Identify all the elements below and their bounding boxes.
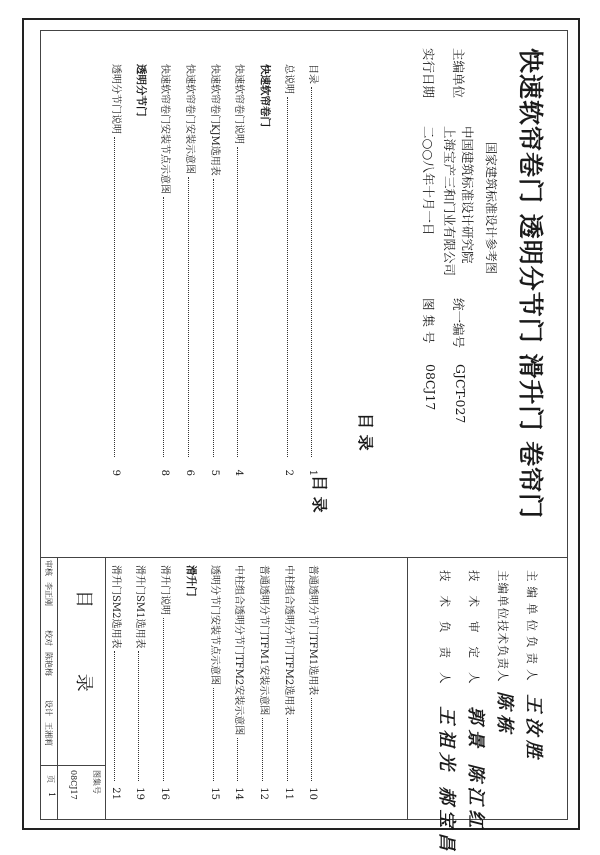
editor-value-1: 中国建筑标准设计研究院 (460, 126, 475, 264)
title-block-title: 目 录 (73, 590, 94, 722)
signature: 王汝胜 (523, 694, 544, 764)
review-label: 审核 (44, 560, 53, 576)
toc-item[interactable]: 目录 1 (307, 64, 319, 476)
toc-item[interactable]: 普通透明分节门TFM1选用表 10 (307, 565, 319, 800)
title-block-mid-line (57, 557, 58, 820)
toc-item[interactable]: 滑升门SM1选用表 19 (134, 565, 146, 800)
toc-item[interactable]: 快速软帘卷门KJM选用表 5 (208, 64, 220, 476)
responsibility-row: 技术审定人 郭景 陈江红 (465, 570, 486, 833)
review-name: 李正刚 (44, 582, 53, 606)
toc-item[interactable]: 快速软帘卷门安装示意图 6 (183, 64, 195, 476)
toc-left-list (110, 64, 332, 476)
title-block-divider (40, 765, 106, 766)
signature: 郭景 陈江红 (465, 706, 486, 833)
toc-item[interactable]: 透明分节门说明 9 (109, 64, 121, 476)
page-number: 1 (47, 792, 56, 798)
date-label: 实行日期 (421, 48, 436, 99)
toc-section: 透明分节门 (135, 64, 148, 117)
unified-no-value: GJCT-027 (453, 364, 468, 424)
check-name: 陈艳梅 (44, 652, 53, 676)
toc-heading-left: 目 录 (356, 413, 375, 451)
toc-item[interactable]: 中柱组合透明分节门TFM2选用表 11 (282, 565, 294, 800)
toc-item[interactable]: 快速软帘卷门安装节点示意图 8 (159, 64, 171, 476)
signature: 陈栋 (494, 691, 515, 738)
atlas-value: 08CJ17 (69, 770, 78, 800)
toc-item[interactable]: 透明分节门安装节点示意图 15 (208, 565, 220, 800)
toc-section: 滑升门 (184, 565, 197, 597)
atlas-label: 图集号 (92, 770, 101, 794)
page-label: 页 (46, 775, 55, 783)
toc-item[interactable]: 总说明 2 (282, 64, 294, 476)
toc-heading-right: 目 录 (310, 475, 329, 513)
date-value: 二○○八年十月一日 (421, 126, 436, 236)
toc-section: 快速软帘卷门 (258, 64, 271, 127)
editor-value-2: 上海宝产三和门业有限公司 (442, 126, 457, 277)
check-label: 校对 (44, 630, 53, 646)
editor-label: 主编单位 (451, 48, 466, 99)
subtitle: 国家建筑标准设计参考图 (484, 142, 498, 275)
responsibility-row: 技术负责人 王祖光 郝宝昌 (436, 570, 457, 855)
toc-item[interactable]: 普通透明分节门TFM1安装示意图 12 (257, 565, 269, 800)
design-name: 王湘莉 (44, 722, 53, 746)
toc-item[interactable]: 滑升门SM2选用表 21 (109, 565, 121, 800)
title-block-top-line (105, 557, 106, 820)
column-divider (40, 557, 568, 558)
unified-no-label: 统一编号 (451, 298, 466, 349)
toc-right-list (110, 565, 332, 800)
responsibility-row: 主编单位负责人 王汝胜 (523, 570, 544, 764)
responsibility-divider (407, 557, 408, 820)
responsibility-row: 主编单位技术负责人 陈栋 (494, 570, 515, 738)
signature: 王祖光 郝宝昌 (436, 706, 457, 855)
toc-item[interactable]: 快速软帘卷门说明 4 (233, 64, 245, 476)
responsibility-block (432, 570, 548, 855)
toc-item[interactable]: 滑升门说明 16 (159, 565, 171, 800)
main-title: 快速软帘卷门 透明分节门 滑升门 卷帘门 (516, 48, 545, 520)
rotated-page (40, 30, 568, 855)
atlas-no-label: 图 集 号 (421, 298, 436, 344)
design-label: 设计 (44, 700, 53, 716)
toc-item[interactable]: 中柱组合透明分节门TFM2安装示意图 14 (233, 565, 245, 800)
atlas-no-value: 08CJ17 (423, 364, 438, 411)
